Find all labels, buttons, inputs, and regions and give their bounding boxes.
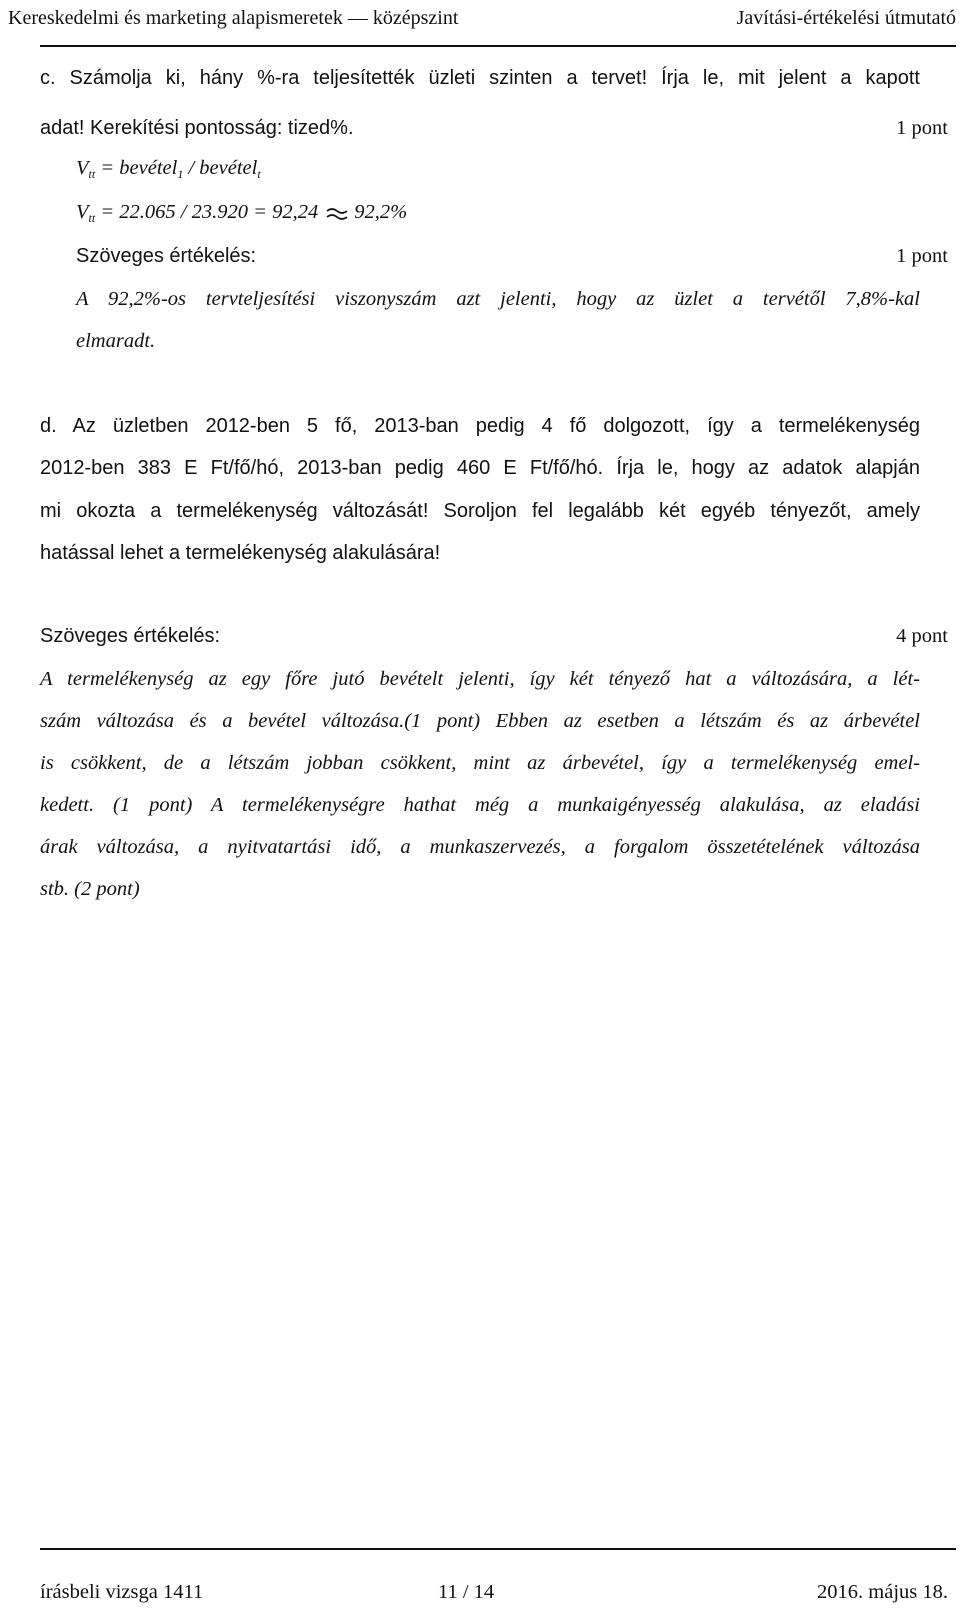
header-divider — [40, 45, 956, 47]
evaluation-d-label: Szöveges értékelés: — [40, 625, 221, 647]
formula-result: 92,2% — [354, 201, 408, 223]
header-title: Kereskedelmi és marketing alapismeretek — középszint — [8, 7, 459, 29]
formula-calc: = 22.065 / 23.920 = 92,24 — [95, 201, 319, 223]
evaluation-d-points: 4 pont — [896, 625, 948, 647]
formula-eq: = bevétel — [95, 157, 178, 179]
evaluation-c-points: 1 pont — [896, 245, 948, 267]
answer-d-line-1: A termelékenység az egy főre jutó bevételt jelenti, így két tényező hat a változására, a lét- — [40, 668, 920, 690]
formula-sub-tt: tt — [88, 211, 96, 225]
evaluation-c-label: Szöveges értékelés: — [76, 245, 257, 267]
question-d-line-1: d. Az üzletben 2012-ben 5 fő, 2013-ban pedig 4 fő dolgozott, így a termelékenység — [40, 415, 920, 437]
page-header — [0, 4, 956, 32]
answer-d-line-2: szám változása és a bevétel változása.(1 pont) Ebben az esetben a létszám és az árbevétel — [40, 710, 920, 732]
header-guide-label: Javítási-értékelési útmutató — [736, 7, 956, 29]
question-c-line-2: adat! Kerekítési pontosság: tized%. — [40, 117, 354, 139]
formula-c-1 — [76, 154, 261, 184]
formula-sub-1: 1 — [177, 167, 184, 181]
answer-d-line-4: kedett. (1 pont) A termelékenységre hathat még a munkaigényesség alakulása, az eladási — [40, 794, 920, 816]
question-c-line-1: c. Számolja ki, hány %-ra teljesítették üzleti szinten a tervet! Írja le, mit jelent a kapott — [40, 67, 920, 89]
answer-d-line-6: stb. (2 pont) — [40, 878, 140, 900]
formula-c-2 — [76, 198, 407, 228]
answer-d-line-5: árak változása, a nyitvatartási idő, a munkaszervezés, a forgalom összetételének változása — [40, 836, 920, 858]
answer-d-line-3: is csökkent, de a létszám jobban csökkent, mint az árbevétel, így a termelékenység emel- — [40, 752, 920, 774]
footer-date: 2016. május 18. — [817, 1581, 948, 1603]
footer-page-number: 11 / 14 — [438, 1581, 495, 1603]
question-d-line-2: 2012-ben 383 E Ft/fő/hó, 2013-ban pedig 460 E Ft/fő/hó. Írja le, hogy az adatok alapján — [40, 457, 920, 479]
footer-exam-code: írásbeli vizsga 1411 — [40, 1581, 204, 1603]
answer-c-line-2: elmaradt. — [76, 330, 156, 352]
approx-equal-icon — [326, 206, 348, 220]
question-d-line-3: mi okozta a termelékenység változását! Soroljon fel legalább két egyéb tényezőt, amely — [40, 500, 920, 522]
question-d-line-4: hatással lehet a termelékenység alakulására! — [40, 542, 441, 564]
formula-div: / bevétel — [183, 157, 258, 179]
formula-sub-t: t — [257, 167, 261, 181]
question-c-points: 1 pont — [896, 117, 948, 139]
answer-c-line-1: A 92,2%-os tervteljesítési viszonyszám azt jelenti, hogy az üzlet a tervétől 7,8%-kal — [76, 288, 920, 310]
footer-divider — [40, 1548, 956, 1550]
formula-v: V — [76, 201, 89, 223]
formula-v: V — [76, 157, 89, 179]
formula-sub-tt: tt — [88, 167, 96, 181]
